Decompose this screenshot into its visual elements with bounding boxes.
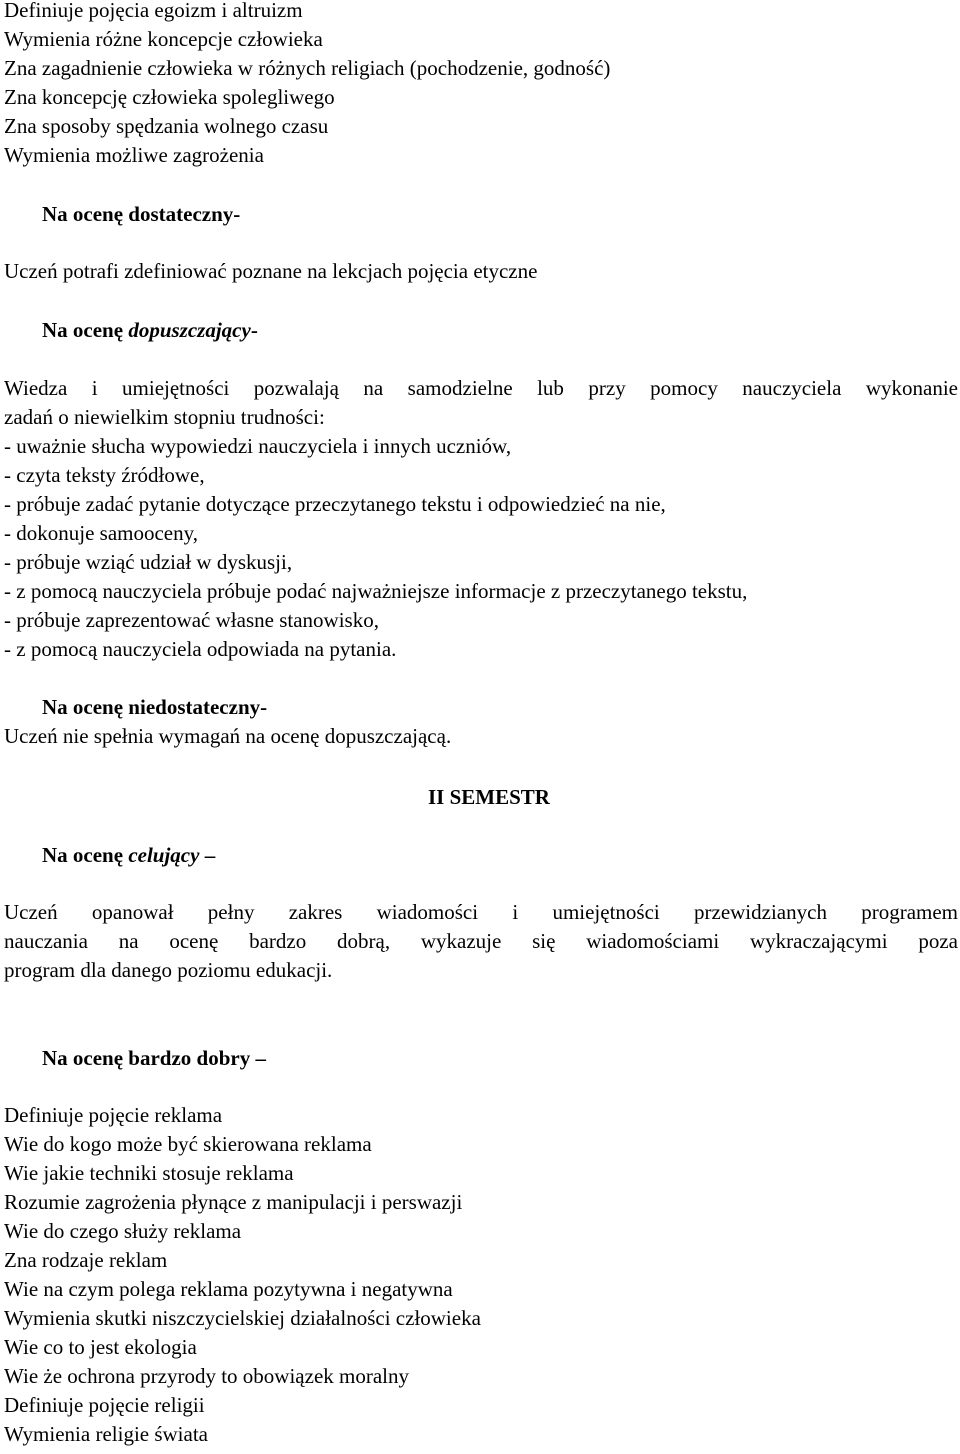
- section-text-dostateczny: Uczeń potrafi zdefiniować poznane na lekcjach pojęcia etyczne: [4, 259, 538, 283]
- list-item: Zna zagadnienie człowieka w różnych religiach (pochodzenie, godność): [4, 56, 611, 80]
- list-item: Wie na czym polega reklama pozytywna i negatywna: [4, 1277, 453, 1301]
- paragraph-line: Uczeń opanował pełny zakres wiadomości i umiejętności przewidzianych programem: [4, 900, 958, 924]
- heading-prefix: Na ocenę: [42, 318, 129, 342]
- list-item: Wie że ochrona przyrody to obowiązek moralny: [4, 1364, 409, 1388]
- list-item: Wymienia możliwe zagrożenia: [4, 143, 264, 167]
- intro-line: zadań o niewielkim stopniu trudności:: [4, 405, 325, 429]
- list-item: - czyta teksty źródłowe,: [4, 463, 205, 487]
- list-item: Zna sposoby spędzania wolnego czasu: [4, 114, 329, 138]
- list-item: Wymienia skutki niszczycielskiej działalności człowieka: [4, 1306, 481, 1330]
- list-item: Wie co to jest ekologia: [4, 1335, 197, 1359]
- list-item: Definiuje pojęcie religii: [4, 1393, 205, 1417]
- list-item: - z pomocą nauczyciela próbuje podać najważniejsze informacje z przeczytanego tekstu,: [4, 579, 748, 603]
- intro-line: Wiedza i umiejętności pozwalają na samodzielne lub przy pomocy nauczyciela wykonanie: [4, 376, 958, 400]
- list-item: - próbuje wziąć udział w dyskusji,: [4, 550, 293, 574]
- list-item: Definiuje pojęcia egoizm i altruizm: [4, 0, 303, 22]
- list-item: - uważnie słucha wypowiedzi nauczyciela i innych uczniów,: [4, 434, 512, 458]
- list-item: Wymienia religie świata: [4, 1422, 208, 1446]
- section-heading-celujacy: [42, 841, 215, 870]
- list-item: - próbuje zadać pytanie dotyczące przeczytanego tekstu i odpowiedzieć na nie,: [4, 492, 666, 516]
- heading-italic: celujący: [128, 843, 200, 867]
- list-item: Rozumie zagrożenia płynące z manipulacji i perswazji: [4, 1190, 463, 1214]
- list-item: Wie do czego służy reklama: [4, 1219, 242, 1243]
- section-text-niedostateczny: Uczeń nie spełnia wymagań na ocenę dopuszczającą.: [4, 724, 452, 748]
- section-heading-bardzo-dobry: Na ocenę bardzo dobry –: [42, 1046, 266, 1070]
- list-item: - z pomocą nauczyciela odpowiada na pytania.: [4, 637, 397, 661]
- list-item: - dokonuje samooceny,: [4, 521, 199, 545]
- section-heading-dopuszczajacy: [42, 316, 258, 345]
- paragraph-line: program dla danego poziomu edukacji.: [4, 958, 333, 982]
- heading-suffix: -: [250, 318, 258, 342]
- section-heading-dostateczny: Na ocenę dostateczny-: [42, 202, 241, 226]
- list-item: - próbuje zaprezentować własne stanowisko,: [4, 608, 379, 632]
- list-item: Wie jakie techniki stosuje reklama: [4, 1161, 294, 1185]
- list-item: Zna koncepcję człowieka spolegliwego: [4, 85, 335, 109]
- list-item: Wie do kogo może być skierowana reklama: [4, 1132, 372, 1156]
- list-item: Wymienia różne koncepcje człowieka: [4, 27, 323, 51]
- section-heading-niedostateczny: Na ocenę niedostateczny-: [42, 695, 268, 719]
- heading-italic: dopuszczający: [128, 318, 251, 342]
- list-item: Definiuje pojęcie reklama: [4, 1103, 223, 1127]
- list-item: Zna rodzaje reklam: [4, 1248, 168, 1272]
- semester-title: II SEMESTR: [428, 785, 550, 809]
- heading-suffix: –: [199, 843, 216, 867]
- heading-prefix: Na ocenę: [42, 843, 129, 867]
- paragraph-line: nauczania na ocenę bardzo dobrą, wykazuje się wiadomościami wykraczającymi poza: [4, 929, 958, 953]
